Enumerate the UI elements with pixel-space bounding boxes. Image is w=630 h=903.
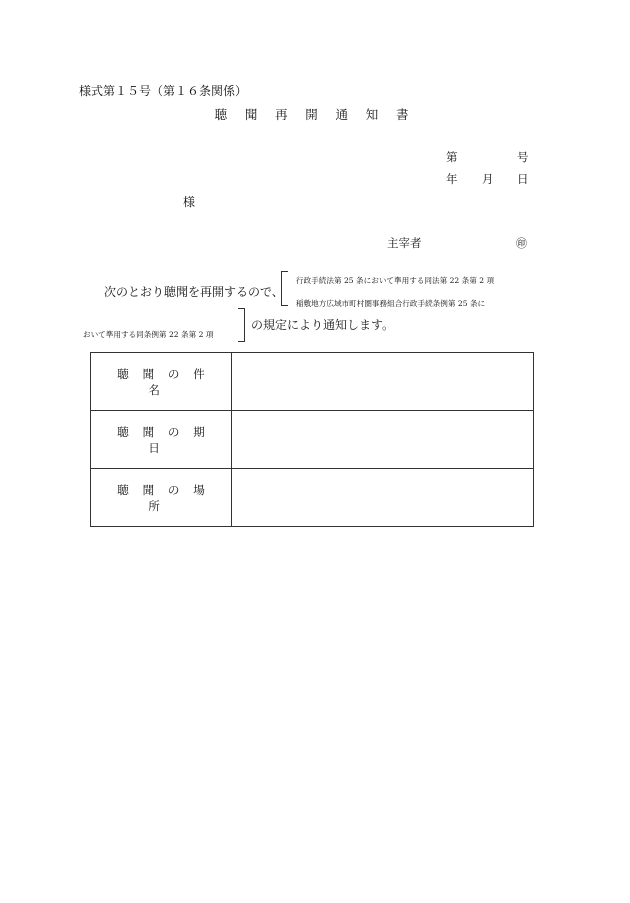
law-option-2-continued: おいて準用する同条例第 22 条第 2 項: [83, 330, 214, 339]
hearing-info-table: [90, 352, 534, 527]
number-prefix: 第: [446, 150, 458, 164]
right-bracket: [238, 308, 245, 342]
row-value-place[interactable]: [232, 469, 534, 527]
row-label-subject: 聴聞の件名: [91, 353, 232, 411]
table-row: [91, 469, 534, 527]
body-tail-text: の規定により通知します。: [251, 318, 395, 332]
table-row: [91, 353, 534, 411]
seal-mark: ㊞: [516, 237, 527, 250]
page-title: 聴 聞 再 開 通 知 書: [214, 107, 416, 122]
date-year: 年: [446, 172, 458, 186]
table-row: [91, 411, 534, 469]
date-month: 月: [482, 172, 494, 186]
body-lead-text: 次のとおり聴聞を再開するので、: [104, 285, 284, 299]
date-day: 日: [517, 172, 529, 186]
left-bracket: [281, 271, 288, 306]
host-label: 主宰者: [387, 236, 422, 250]
row-label-date: 聴聞の期日: [91, 411, 232, 469]
addressee-honorific: 様: [183, 195, 196, 209]
form-number: 様式第１５号（第１６条関係）: [79, 84, 248, 98]
row-value-date[interactable]: [232, 411, 534, 469]
law-option-1: 行政手続法第 25 条において準用する同法第 22 条第 2 項: [296, 276, 495, 285]
law-option-2: 稲敷地方広域市町村圏事務組合行政手続条例第 25 条に: [296, 299, 486, 308]
number-suffix: 号: [517, 150, 529, 164]
row-label-place: 聴聞の場所: [91, 469, 232, 527]
row-value-subject[interactable]: [232, 353, 534, 411]
